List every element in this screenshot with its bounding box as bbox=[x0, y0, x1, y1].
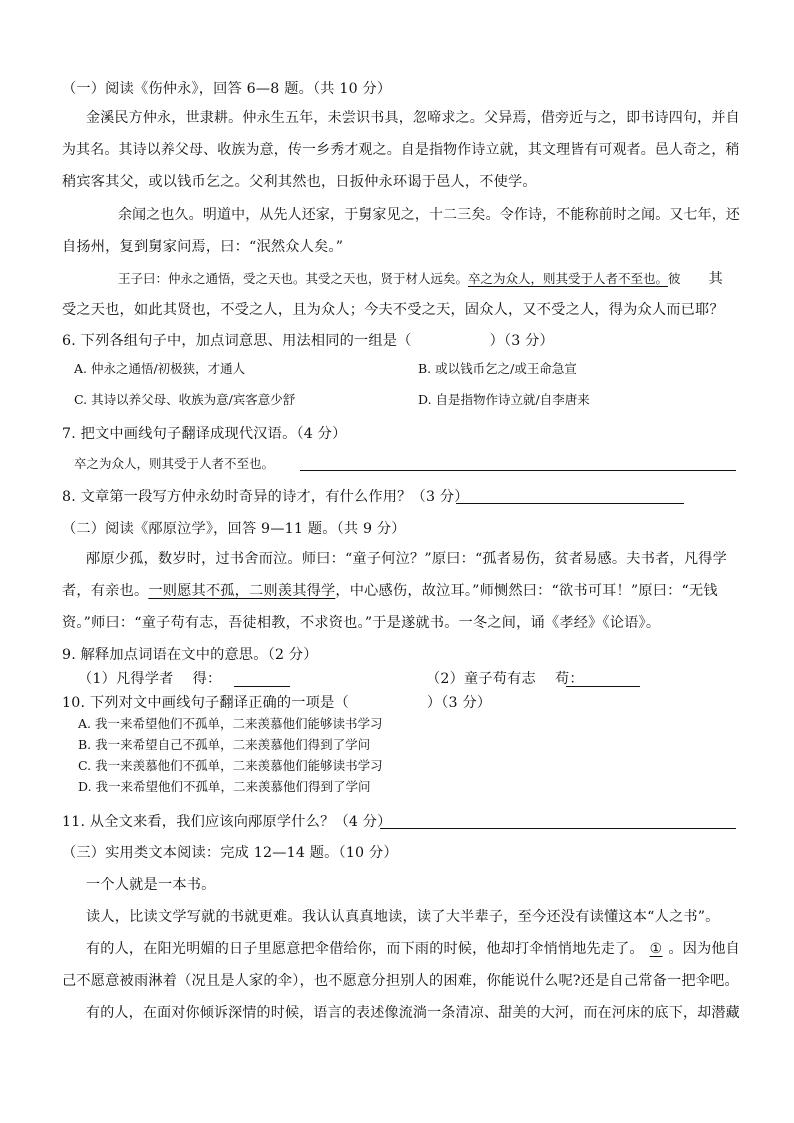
passage-text: ，中心感伤，故泣耳。”师恻然曰：“欲书可耳！”原曰：“无钱 bbox=[335, 583, 718, 599]
option-10c: C. 我一来羡慕他们不孤单，二来羡慕他们能够读书学习 bbox=[78, 758, 383, 773]
question-10-text: 10. 下列对文中画线句子翻译正确的一项是（ bbox=[62, 695, 349, 711]
article-text: 有的人，在阳光明媚的日子里愿意把伞借给你，而下雨的时候，他却打伞悄悄地先走了。 bbox=[86, 941, 644, 957]
passage-line: 资。”师曰：“童子苟有志，吾徒相教，不求资也。”于是遂就书。一冬之间，诵《孝经》《论语》。 bbox=[62, 615, 661, 631]
passage-1-line: 为其名。其诗以养父母、收族为意，传一乡秀才观之。自是指物作诗立就，其文理皆有可观者。邑人奇之，稍 bbox=[62, 142, 740, 158]
passage-3-text: 其 bbox=[708, 271, 723, 287]
passage-2-line: 余闻之也久。明道中，从先人还家，于舅家见之，十二三矣。令作诗，不能称前时之闻。又七年，还 bbox=[118, 207, 741, 223]
passage-line bbox=[62, 581, 718, 601]
question-10-score: ）（3 分） bbox=[426, 695, 492, 711]
passage-2-line: 自扬州，复到舅家问焉，曰：“泯然众人矣。” bbox=[62, 239, 344, 255]
answer-line[interactable] bbox=[234, 672, 290, 687]
option-6c: C. 其诗以养父母、收族为意/宾客意少舒 bbox=[74, 392, 296, 407]
passage-text: 者，有亲也。 bbox=[62, 583, 149, 599]
question-9-stem: 9. 解释加点词语在文中的意思。（2 分） bbox=[62, 647, 318, 663]
answer-line[interactable] bbox=[380, 814, 736, 829]
article-line: 有的人，在面对你倾诉深情的时候，语言的表述像流淌一条清凉、甜美的大河，而在河床的底下，却潜藏 bbox=[86, 1005, 740, 1021]
option-6a: A. 仲永之通悟/初极狭，才通人 bbox=[74, 361, 246, 376]
question-9-item-2: （2）童子苟有志 苟： bbox=[426, 671, 584, 687]
passage-3-line bbox=[118, 269, 723, 289]
passage-3-line: 受之天也，如此其贤也，不受之人，且为众人；今夫不受之天，固众人，又不受之人，得为众人而已耶？ bbox=[62, 302, 724, 318]
question-9-item-1: （1）凡得学者 得： bbox=[78, 671, 222, 687]
option-10b: B. 我一来希望自己不孤单，二来羡慕他们得到了学问 bbox=[78, 737, 371, 752]
question-6-stem bbox=[62, 331, 554, 351]
article-title: 一个人就是一本书。 bbox=[86, 877, 216, 893]
section-3-heading: （三）实用类文本阅读：完成 12—14 题。（10 分） bbox=[62, 845, 398, 861]
option-6b: B. 或以钱币乞之/或王命急宣 bbox=[418, 361, 577, 376]
question-8-stem: 8. 文章第一段写方仲永幼时奇异的诗才，有什么作用？（3 分） bbox=[62, 489, 469, 505]
underlined-sentence: 卒之为众人，则其受于人者不至也。 bbox=[468, 271, 669, 286]
article-line: 读人，比读文学写就的书就更难。我认认真真地读，读了大半辈子，至今还没有读懂这本“人之书”。 bbox=[86, 909, 720, 925]
section-1-heading: （一）阅读《伤仲永》，回答 6—8 题。（共 10 分） bbox=[62, 81, 392, 97]
question-6-text: 6. 下列各组句子中，加点词意思、用法相同的一组是（ bbox=[62, 333, 412, 349]
question-10-stem bbox=[62, 693, 491, 713]
question-6-score: ）（3 分） bbox=[489, 333, 554, 349]
passage-3-text: 王子曰：仲永之通悟，受之天也。其受之天也，贤于材人远矣。 bbox=[118, 271, 469, 286]
answer-line[interactable] bbox=[566, 672, 640, 687]
option-10a: A. 我一来希望他们不孤单，二来羡慕他们能够读书学习 bbox=[78, 716, 383, 731]
passage-line: 邴原少孤，数岁时，过书舍而泣。师曰：“童子何泣？”原曰：“孤者易伤，贫者易感。夫书者，凡得学 bbox=[86, 551, 728, 567]
passage-3-text: 彼 bbox=[668, 271, 681, 286]
question-7-sentence: 卒之为众人，则其受于人者不至也。 bbox=[74, 456, 275, 471]
section-2-heading: （二）阅读《邴原泣学》，回答 9—11 题。（共 9 分） bbox=[62, 521, 406, 537]
article-line: 己不愿意被雨淋着（况且是人家的伞），也不愿意分担别人的困难，你能说什么呢?还是自己常备一把伞吧。 bbox=[62, 973, 739, 989]
question-11-stem: 11. 从全文来看，我们应该向邴原学什么？（4 分） bbox=[62, 814, 392, 830]
underlined-sentence: 一则愿其不孤，二则羡其得学 bbox=[148, 583, 336, 599]
option-10d: D. 我一来希望他们不孤单，二来羡慕他们得到了学问 bbox=[78, 779, 371, 794]
blank-marker-1[interactable]: ① bbox=[649, 941, 663, 957]
question-7-stem: 7. 把文中画线句子翻译成现代汉语。（4 分） bbox=[62, 426, 347, 442]
passage-1-line: 稍宾客其父，或以钱币乞之。父利其然也，日扳仲永环谒于邑人，不使学。 bbox=[62, 174, 537, 190]
article-line bbox=[86, 939, 740, 959]
answer-line[interactable] bbox=[300, 456, 736, 471]
passage-1-line: 金溪民方仲永，世隶耕。仲永生五年，未尝识书具，忽啼求之。父异焉，借旁近与之，即书诗四句，并自 bbox=[86, 110, 740, 126]
answer-line[interactable] bbox=[456, 489, 684, 504]
article-text: 。因为他自 bbox=[668, 941, 740, 957]
option-6d: D. 自是指物作诗立就/自李唐来 bbox=[418, 392, 590, 407]
